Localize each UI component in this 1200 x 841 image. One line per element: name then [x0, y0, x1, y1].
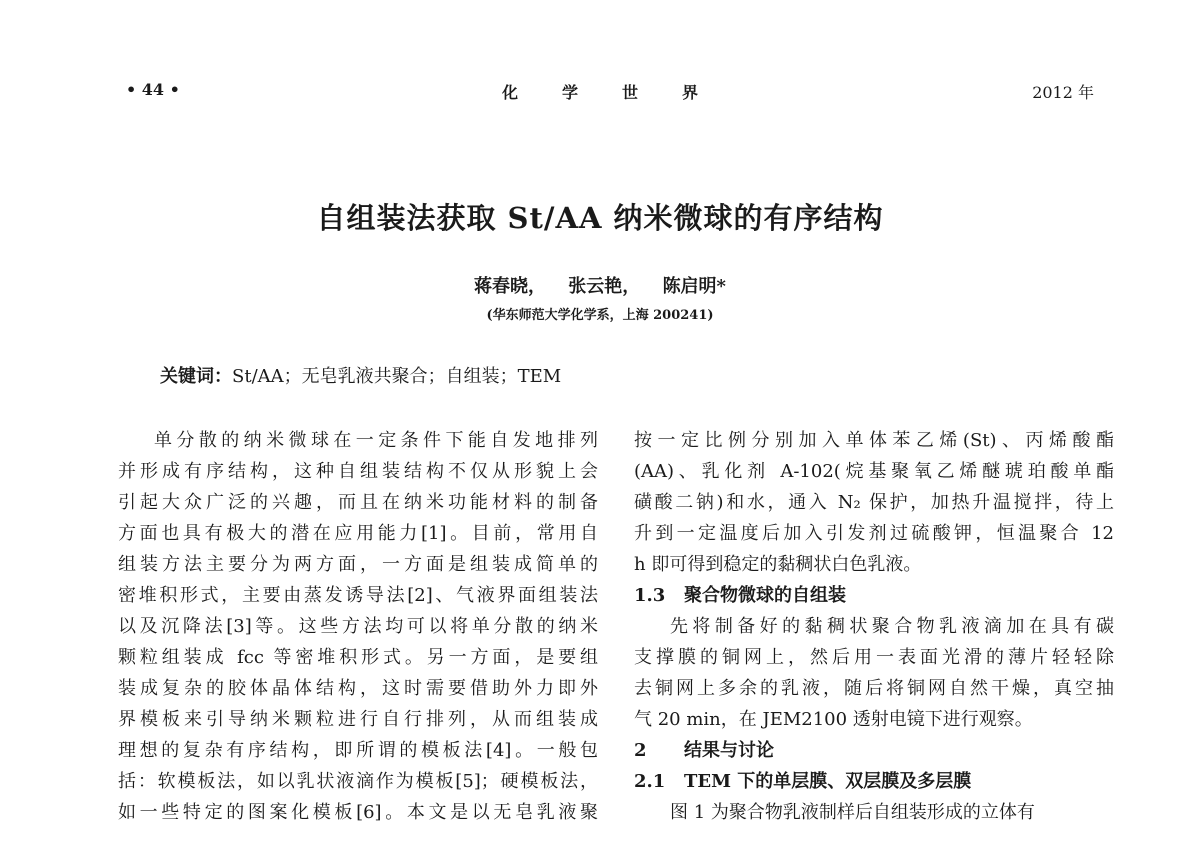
body-line: 理想的复杂有序结构，即所谓的模板法[4]。一般包: [118, 740, 598, 761]
body-line: 去铜网上多余的乳液，随后将铜网自然干燥，真空抽: [634, 678, 1114, 699]
body-line: 磺酸二钠)和水，通入 N₂ 保护，加热升温搅拌，待上: [634, 492, 1114, 513]
keywords-line: [160, 362, 561, 388]
body-line: 如一些特定的图案化模板[6]。本文是以无皂乳液聚: [118, 802, 598, 823]
body-line: 先将制备好的黏稠状聚合物乳液滴加在具有碳: [670, 616, 1114, 637]
body-line: 按一定比例分别加入单体苯乙烯(St)、丙烯酸酯: [634, 430, 1114, 451]
section-number: 2: [634, 740, 647, 761]
body-line: 气 20 min，在 JEM2100 透射电镜下进行观察。: [634, 709, 1033, 730]
section-heading-1-3: [634, 580, 1114, 611]
body-line: 颗粒组装成 fcc 等密堆积形式。另一方面，是要组: [118, 647, 598, 668]
body-line: (AA)、乳化剂 A-102(烷基聚氧乙烯醚琥珀酸单酯: [634, 461, 1114, 482]
article-title: 自组装法获取 St/AA 纳米微球的有序结构: [316, 201, 884, 235]
section-number: 1.3: [634, 585, 666, 606]
body-line: 升到一定温度后加入引发剂过硫酸钾，恒温聚合 12: [634, 523, 1114, 544]
affiliation: (华东师范大学化学系，上海 200241): [486, 308, 714, 323]
body-line: h 即可得到稳定的黏稠状白色乳液。: [634, 554, 922, 575]
body-line: 装成复杂的胶体晶体结构，这时需要借助外力即外: [118, 678, 598, 699]
journal-name: 化学世界: [501, 83, 742, 102]
section-title: 结果与讨论: [684, 740, 774, 761]
keywords-label: 关键词：: [160, 366, 232, 387]
body-line: 界模板来引导纳米颗粒进行自行排列，从而组装成: [118, 709, 598, 730]
page-number: • 44 •: [126, 80, 180, 99]
author-2: 张云艳，: [568, 276, 641, 297]
section-title: TEM 下的单层膜、双层膜及多层膜: [684, 771, 972, 792]
body-line: 并形成有序结构，这种自组装结构不仅从形貌上会: [118, 461, 598, 482]
section-heading-2: [634, 735, 1114, 766]
body-line: 支撑膜的铜网上，然后用一表面光滑的薄片轻轻除: [634, 647, 1114, 668]
body-line: 密堆积形式，主要由蒸发诱导法[2]、气液界面组装法: [118, 585, 598, 606]
section-number: 2.1: [634, 771, 666, 792]
journal-year: 2012 年: [1032, 83, 1094, 102]
author-list: [0, 272, 1200, 298]
body-line: 单分散的纳米微球在一定条件下能自发地排列: [154, 430, 598, 451]
section-heading-2-1: [634, 766, 1114, 797]
body-line: 组装方法主要分为两方面，一方面是组装成简单的: [118, 554, 598, 575]
author-3: 陈启明*: [662, 276, 726, 297]
body-line: 图 1 为聚合物乳液制样后自组装形成的立体有: [670, 802, 1035, 823]
left-column: [118, 425, 598, 828]
section-title: 聚合物微球的自组装: [684, 585, 846, 606]
body-line: 引起大众广泛的兴趣，而且在纳米功能材料的制备: [118, 492, 598, 513]
right-column: [634, 425, 1114, 828]
body-line: 以及沉降法[3]等。这些方法均可以将单分散的纳米: [118, 616, 598, 637]
body-line: 括：软模板法，如以乳状液滴作为模板[5]；硬模板法，: [118, 771, 598, 792]
body-line: 方面也具有极大的潜在应用能力[1]。目前，常用自: [118, 523, 598, 544]
author-1: 蒋春晓，: [474, 276, 546, 297]
keywords-text: St/AA；无皂乳液共聚合；自组装；TEM: [232, 366, 562, 387]
